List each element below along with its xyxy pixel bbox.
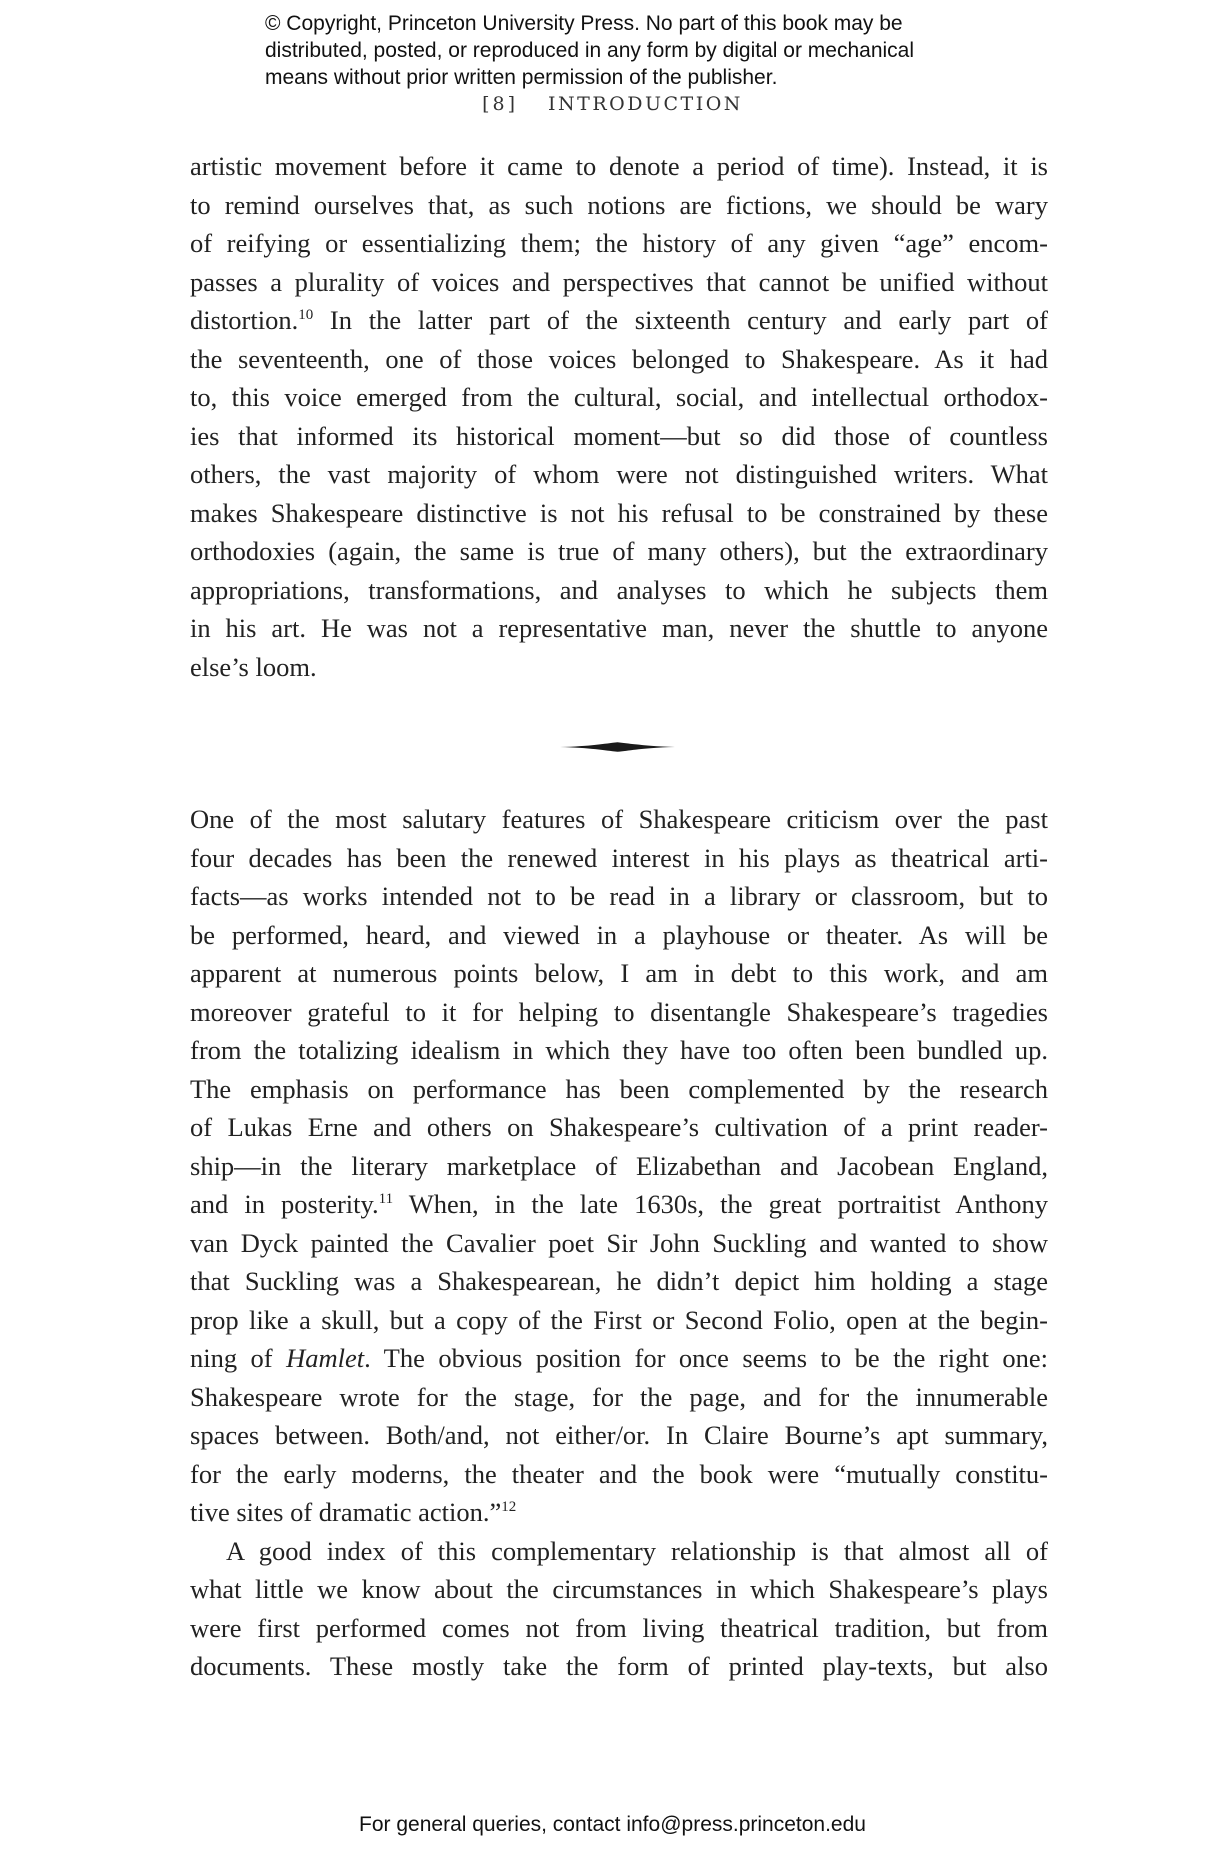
footnote-ref: 11 xyxy=(378,1191,394,1207)
copyright-line: © Copyright, Princeton University Press. No part of this book may be xyxy=(265,12,903,35)
text-line: makes Shakespeare distinctive is not his refusal to be constrained by these xyxy=(190,497,1048,528)
text-run: tive sites of dramatic action.” xyxy=(190,1497,502,1527)
text-run: distortion. xyxy=(190,305,299,335)
text-run: In the latter part of the sixteenth century and early part of xyxy=(313,305,1048,335)
text-run: . The obvious position for once seems to be the right one: xyxy=(364,1343,1049,1373)
text-line: to remind ourselves that, as such notions are fictions, we should be wary xyxy=(190,189,1048,220)
text-line: of Lukas Erne and others on Shakespeare’s cultivation of a print reader- xyxy=(190,1112,1048,1142)
text-line: in his art. He was not a representative man, never the shuttle to anyone xyxy=(190,613,1048,643)
swell-rule-ornament-icon xyxy=(560,740,675,754)
text-line: others, the vast majority of whom were not distinguished writers. What xyxy=(190,459,1048,489)
page-number: [8] xyxy=(482,93,518,115)
text-run: When, in the late 1630s, the great portraitist Anthony xyxy=(393,1189,1048,1219)
text-line: be performed, heard, and viewed in a playhouse or theater. As will be xyxy=(190,919,1048,950)
text-line: were first performed comes not from living theatrical tradition, but from xyxy=(190,1612,1048,1643)
copyright-line: distributed, posted, or reproduced in any form by digital or mechanical xyxy=(265,39,915,62)
text-line xyxy=(190,1339,1048,1378)
running-head xyxy=(0,93,1225,115)
text-line: to, this voice emerged from the cultural, social, and intellectual orthodox- xyxy=(190,382,1048,412)
footer-contact: For general queries, contact info@press.princeton.edu xyxy=(359,1813,866,1836)
text-line xyxy=(190,1185,1048,1224)
text-run: ning of xyxy=(190,1343,287,1373)
copyright-notice xyxy=(265,10,1025,91)
text-line: The emphasis on performance has been complemented by the research xyxy=(190,1073,1048,1104)
text-line: A good index of this complementary relationship is that almost all of xyxy=(226,1535,1048,1566)
text-line: moreover grateful to it for helping to disentangle Shakespeare’s tragedies xyxy=(190,996,1048,1027)
text-line xyxy=(190,301,1048,340)
text-line: documents. These mostly take the form of printed play-texts, but also xyxy=(190,1651,1048,1681)
text-line: for the early moderns, the theater and the book were “mutually constitu- xyxy=(190,1458,1048,1489)
text-line: spaces between. Both/and, not either/or. In Claire Bourne’s apt summary, xyxy=(190,1420,1048,1450)
text-line: apparent at numerous points below, I am in debt to this work, and am xyxy=(190,958,1048,988)
text-line: of reifying or essentializing them; the history of any given “age” encom- xyxy=(190,228,1048,258)
text-line: orthodoxies (again, the same is true of many others), but the extraordinary xyxy=(190,536,1048,566)
body-text xyxy=(190,800,1048,1686)
paragraph-continued xyxy=(190,147,1048,686)
text-line: four decades has been the renewed interest in his plays as theatrical arti- xyxy=(190,842,1048,873)
text-run: and in posterity. xyxy=(190,1189,379,1219)
text-line: One of the most salutary features of Shakespeare criticism over the past xyxy=(190,804,1048,834)
footnote-ref: 12 xyxy=(501,1499,517,1515)
text-line: what little we know about the circumstances in which Shakespeare’s plays xyxy=(190,1574,1048,1604)
copyright-line: means without prior written permission of the publisher. xyxy=(265,66,778,89)
text-line: van Dyck painted the Cavalier poet Sir John Suckling and wanted to show xyxy=(190,1227,1048,1258)
text-line: facts—as works intended not to be read in a library or classroom, but to xyxy=(190,881,1048,911)
section-title: INTRODUCTION xyxy=(548,93,743,115)
text-line: passes a plurality of voices and perspectives that cannot be unified without xyxy=(190,266,1048,297)
text-line xyxy=(190,1493,1048,1532)
text-line: else’s loom. xyxy=(190,651,317,682)
text-line: the seventeenth, one of those voices belonged to Shakespeare. As it had xyxy=(190,343,1048,374)
play-title: Hamlet xyxy=(286,1343,365,1373)
text-line: prop like a skull, but a copy of the First or Second Folio, open at the begin- xyxy=(190,1304,1048,1335)
text-line: ship—in the literary marketplace of Elizabethan and Jacobean England, xyxy=(190,1150,1048,1181)
text-line: Shakespeare wrote for the stage, for the page, and for the innumerable xyxy=(190,1381,1048,1412)
text-line: artistic movement before it came to denote a period of time). Instead, it is xyxy=(190,151,1048,181)
text-line: that Suckling was a Shakespearean, he didn’t depict him holding a stage xyxy=(190,1266,1048,1296)
text-line: appropriations, transformations, and analyses to which he subjects them xyxy=(190,574,1048,605)
text-line: ies that informed its historical moment—but so did those of countless xyxy=(190,420,1048,451)
footnote-ref: 10 xyxy=(298,307,314,323)
text-line: from the totalizing idealism in which they have too often been bundled up. xyxy=(190,1035,1048,1065)
